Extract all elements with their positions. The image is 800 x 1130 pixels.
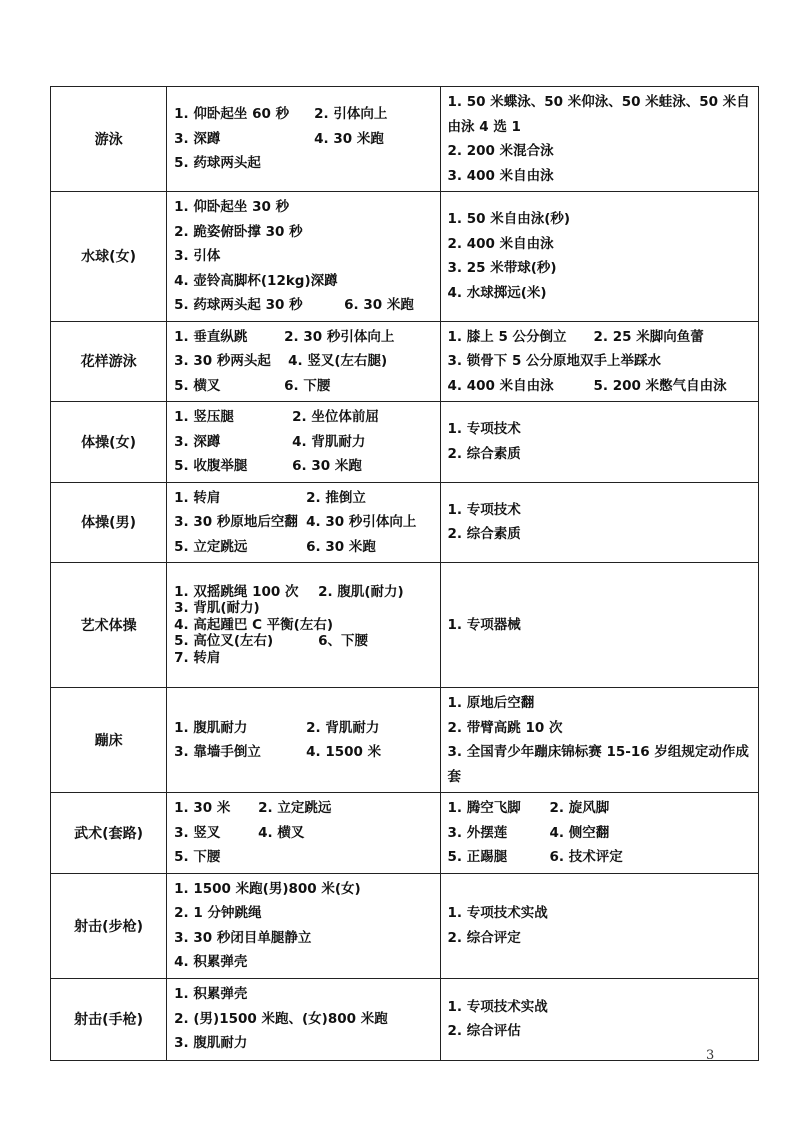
sport-name: 射击(手枪) xyxy=(51,978,167,1060)
special-item: 5. 正踢腿 xyxy=(447,849,508,865)
test-items-cell xyxy=(167,688,440,793)
test-item: 3. 30 秒两头起 xyxy=(174,353,271,369)
special-item: 3. 全国青少年蹦床锦标赛 15-16 岁组规定动作成套 xyxy=(447,744,749,785)
special-items-cell xyxy=(440,482,758,563)
special-item: 3. 锁骨下 5 公分原地双手上举踩水 xyxy=(447,353,662,369)
special-item: 1. 专项技术实战 xyxy=(447,905,548,921)
special-items-cell xyxy=(440,321,758,402)
test-item: 4. 壶铃高脚杯(12kg)深蹲 xyxy=(174,272,338,289)
test-item: 3. 背肌(耐力) xyxy=(174,600,260,617)
test-item: 2. 立定跳远 xyxy=(258,800,332,816)
special-item: 1. 50 米自由泳(秒) xyxy=(447,211,571,228)
test-items-cell xyxy=(167,321,440,402)
table-row xyxy=(51,793,759,874)
test-item: 4. 背肌耐力 xyxy=(292,433,366,450)
sport-name: 游泳 xyxy=(51,87,167,192)
test-items-cell xyxy=(167,87,440,192)
test-item: 1. 转肩 xyxy=(174,489,221,506)
test-item: 4. 30 秒引体向上 xyxy=(306,514,417,530)
special-item: 2. 200 米混合泳 xyxy=(447,143,554,159)
special-item: 1. 专项技术 xyxy=(447,421,521,438)
test-item: 7. 转肩 xyxy=(174,649,221,666)
special-items-cell xyxy=(440,873,758,978)
test-items-cell xyxy=(167,978,440,1060)
test-items-cell xyxy=(167,482,440,563)
test-item: 1. 30 米 xyxy=(174,800,231,816)
special-item: 3. 400 米自由泳 xyxy=(447,167,554,184)
special-item: 2. 带臂高跳 10 次 xyxy=(447,719,563,736)
special-item: 1. 腾空飞脚 xyxy=(447,800,521,816)
table-row xyxy=(51,482,759,563)
test-item: 3. 30 秒原地后空翻 xyxy=(174,514,298,530)
test-item: 6. 30 米跑 xyxy=(292,458,362,474)
test-item: 2. 引体向上 xyxy=(314,106,388,123)
special-item: 2. 25 米脚向鱼蕾 xyxy=(593,328,704,345)
special-item: 3. 外摆莲 xyxy=(447,824,508,841)
test-item: 5. 下腰 xyxy=(174,849,221,865)
test-item: 1. 垂直纵跳 xyxy=(174,328,248,345)
special-item: 4. 水球掷远(米) xyxy=(447,284,547,301)
test-item: 3. 深蹲 xyxy=(174,130,221,147)
test-item: 2. 推倒立 xyxy=(306,489,366,506)
test-items-cell xyxy=(167,192,440,322)
special-items-cell xyxy=(440,87,758,192)
test-item: 2. 背肌耐力 xyxy=(306,719,380,736)
test-items-cell xyxy=(167,793,440,874)
table-row xyxy=(51,978,759,1060)
sport-name: 水球(女) xyxy=(51,192,167,322)
special-item: 1. 50 米蝶泳、50 米仰泳、50 米蛙泳、50 米自由泳 4 选 1 xyxy=(447,94,750,135)
test-item: 1. 1500 米跑(男)800 米(女) xyxy=(174,880,361,897)
table-row xyxy=(51,873,759,978)
special-item: 4. 侧空翻 xyxy=(549,824,610,841)
special-items-cell xyxy=(440,563,758,688)
special-item: 3. 25 米带球(秒) xyxy=(447,260,557,277)
test-item: 5. 立定跳远 xyxy=(174,538,248,555)
sport-name: 花样游泳 xyxy=(51,321,167,402)
test-item: 4. 高起踵巴 C 平衡(左右) xyxy=(174,616,334,633)
test-item: 2. 30 秒引体向上 xyxy=(284,328,395,345)
sport-name: 艺术体操 xyxy=(51,563,167,688)
test-item: 3. 引体 xyxy=(174,248,221,264)
special-item: 6. 技术评定 xyxy=(549,849,623,865)
special-item: 2. 旋风脚 xyxy=(549,800,610,816)
table-row xyxy=(51,87,759,192)
test-item: 1. 腹肌耐力 xyxy=(174,719,248,736)
test-item: 4. 积累弹壳 xyxy=(174,954,248,970)
special-item: 1. 膝上 5 公分倒立 xyxy=(447,328,567,345)
test-item: 5. 横叉 xyxy=(174,377,221,394)
special-item: 2. 400 米自由泳 xyxy=(447,235,554,252)
special-items-cell xyxy=(440,402,758,483)
table-row xyxy=(51,192,759,322)
special-items-cell xyxy=(440,688,758,793)
special-item: 2. 综合素质 xyxy=(447,526,521,543)
test-item: 5. 药球两头起 xyxy=(174,155,261,172)
special-item: 5. 200 米憋气自由泳 xyxy=(593,377,727,394)
test-item: 3. 靠墙手倒立 xyxy=(174,744,261,760)
test-item: 3. 深蹲 xyxy=(174,433,221,450)
sport-name: 蹦床 xyxy=(51,688,167,793)
table-row xyxy=(51,321,759,402)
test-item: 3. 30 秒闭目单腿静立 xyxy=(174,929,312,946)
sport-name: 体操(女) xyxy=(51,402,167,483)
test-item: 4. 横叉 xyxy=(258,824,305,841)
special-item: 1. 专项技术 xyxy=(447,501,521,518)
sport-name: 武术(套路) xyxy=(51,793,167,874)
special-items-cell xyxy=(440,793,758,874)
test-item: 6、下腰 xyxy=(318,633,369,650)
test-item: 2. (男)1500 米跑、(女)800 米跑 xyxy=(174,1010,388,1027)
test-item: 6. 30 米跑 xyxy=(306,538,376,555)
test-item: 5. 收腹举腿 xyxy=(174,458,248,474)
test-item: 2. 腹肌(耐力) xyxy=(318,583,404,600)
special-item: 2. 综合评定 xyxy=(447,929,521,946)
special-item: 4. 400 米自由泳 xyxy=(447,377,554,394)
test-item: 2. 跪姿俯卧撑 30 秒 xyxy=(174,223,303,240)
special-item: 1. 专项器械 xyxy=(447,616,521,633)
test-item: 5. 药球两头起 30 秒 xyxy=(174,297,303,313)
test-items-cell xyxy=(167,402,440,483)
special-item: 2. 综合素质 xyxy=(447,445,521,462)
test-item: 1. 竖压腿 xyxy=(174,409,234,425)
table-row xyxy=(51,402,759,483)
test-item: 1. 仰卧起坐 30 秒 xyxy=(174,199,290,215)
test-item: 2. 坐位体前屈 xyxy=(292,409,379,425)
test-item: 4. 1500 米 xyxy=(306,744,382,760)
test-item: 3. 竖叉 xyxy=(174,824,221,841)
test-item: 1. 积累弹壳 xyxy=(174,986,248,1003)
special-items-cell xyxy=(440,192,758,322)
test-item: 3. 腹肌耐力 xyxy=(174,1035,248,1052)
special-item: 2. 综合评估 xyxy=(447,1023,521,1039)
test-items-cell xyxy=(167,563,440,688)
test-item: 1. 双摇跳绳 100 次 xyxy=(174,583,299,600)
special-item: 1. 原地后空翻 xyxy=(447,695,535,711)
test-item: 6. 30 米跑 xyxy=(344,297,414,313)
sport-name: 射击(步枪) xyxy=(51,873,167,978)
table-row xyxy=(51,563,759,688)
test-item: 2. 1 分钟跳绳 xyxy=(174,905,262,921)
test-item: 4. 竖叉(左右腿) xyxy=(288,353,388,369)
sport-name: 体操(男) xyxy=(51,482,167,563)
test-item: 4. 30 米跑 xyxy=(314,130,384,147)
test-item: 6. 下腰 xyxy=(284,377,331,394)
page-number: 3 xyxy=(706,1048,715,1063)
test-item: 1. 仰卧起坐 60 秒 xyxy=(174,106,290,123)
table-row xyxy=(51,688,759,793)
test-items-cell xyxy=(167,873,440,978)
test-item: 5. 高位叉(左右) xyxy=(174,633,274,650)
special-item: 1. 专项技术实战 xyxy=(447,998,548,1015)
sports-test-table xyxy=(50,86,759,1061)
